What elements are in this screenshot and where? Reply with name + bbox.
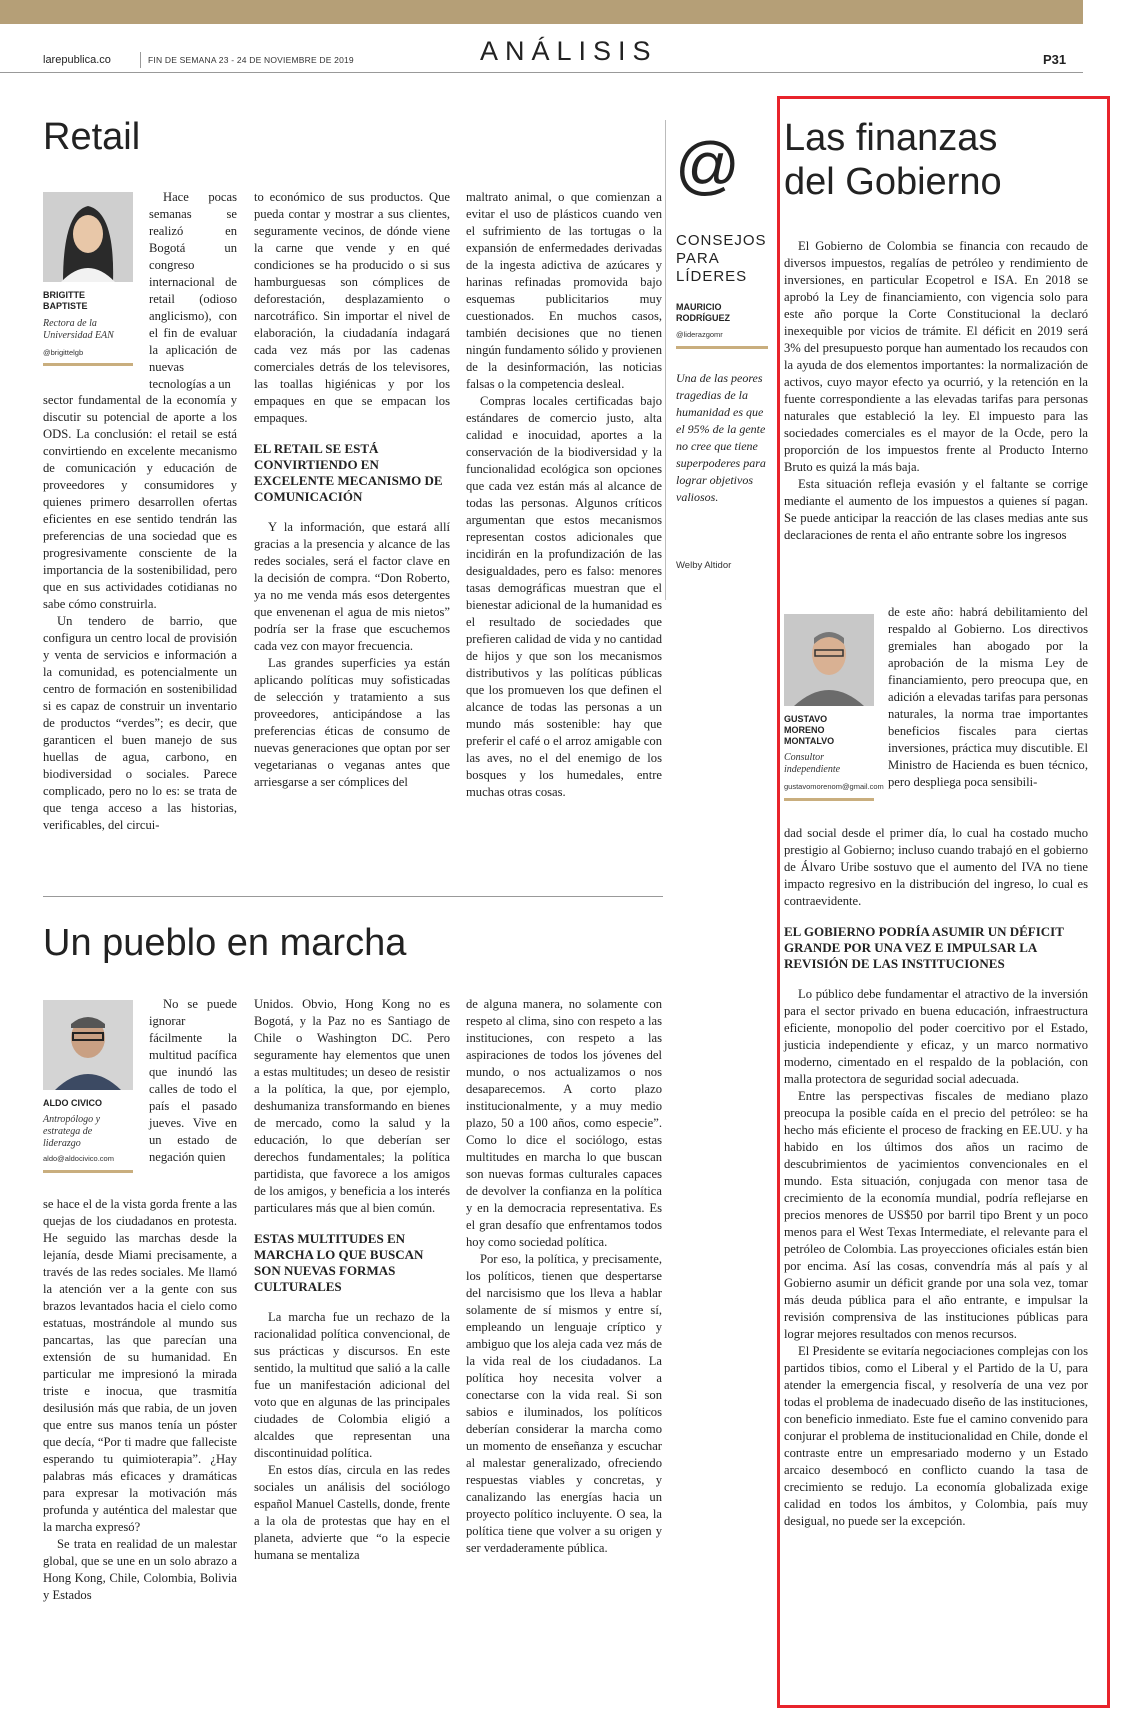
- finanzas-column-wrap: [888, 604, 1088, 791]
- finanzas-column-bottom: [784, 825, 1088, 1530]
- finanzas-title-line: del Gobierno: [784, 161, 1002, 203]
- retail-column-3: [466, 189, 662, 801]
- quote-author: Welby Altidor: [676, 560, 732, 571]
- section-title: ANÁLISIS: [480, 36, 658, 66]
- paragraph: No se puede ignorar fácilmente la multitud pacífica que inundó las calles de todo el país el pasado jueves. Vive en un estado de negación quien: [149, 997, 237, 1164]
- author-role: Antropólogo y estratega de liderazgo: [43, 1114, 101, 1149]
- pueblo-title: Un pueblo en marcha: [43, 922, 407, 964]
- pull-quote: EL GOBIERNO PODRÍA ASUMIR UN DÉFICIT GRANDE POR UNA VEZ E IMPULSAR LA REVISIÓN DE LAS INSTITUCIONES: [784, 924, 1064, 971]
- section-divider: [43, 896, 663, 897]
- paragraph: Esta situación refleja evasión y el faltante se corrige mediante el aumento de los impuestos a quienes sí pagan. Se puede anticipar la reacción de las clases medias ante sus declaraciones de renta el año entrante sobre los ingresos: [784, 477, 1088, 542]
- finanzas-title-line: Las finanzas: [784, 117, 998, 159]
- sidebar-title: [676, 232, 767, 286]
- sidebar-title-line: LÍDERES: [676, 268, 748, 285]
- paragraph: En estos días, circula en las redes sociales un análisis del sociólogo español Manuel Castells, donde, frente a la ola de protestas que hay en el planeta, advierte que “o la especie humana se mentaliza: [254, 1463, 450, 1562]
- pueblo-column-3: [466, 996, 662, 1557]
- paragraph: Compras locales certificadas bajo estándares de comercio justo, alta calidad e inocuidad, aportes a la conservación de la biodiversidad y la funcionalidad ecológica son opciones que cada vez están más al alcance de todas las personas. Algunos críticos argumentan que estos mecanismos representan costos adicionales que incidirán en la profundización de las desigualdades, pero es falso: menores tasas demográficas muestran que el bienestar adicional de la humanidad es el resultado de sociedades que prefieren calidad de vida y no cantidad de hijos y que son los mecanismos distributivos y las políticas públicas que los promueven los que definen el alcance de todas las personas a un mundo más sostenible: hay que preferir el café o el arroz amigable con las aves, no el del enemigo de los bosques y los humedales, entre muchas otras cosas.: [466, 394, 662, 799]
- author-rule: [43, 363, 133, 366]
- pueblo-column-1-body: [43, 1196, 237, 1604]
- finanzas-title: [784, 116, 1002, 204]
- sidebar-rule: [676, 346, 768, 349]
- paragraph: La marcha fue un rechazo de la racionalidad política convencional, de sus prácticas y discursos. En este sentido, la multitud que salió a la calle fue un manifestación adicional del voto que en algunas de las principales ciudades de Colombia eligió a alcaldes que representan una discontinuidad política.: [254, 1310, 450, 1460]
- paragraph: El Gobierno de Colombia se financia con recaudo de diversos impuestos, regalías de petróleo y rendimiento de inversiones, en particular Ecopetrol e ISA. En 2018 se aprobó la Ley de financiamiento, con vigencia solo para este año porque la Corte Constitucional la declaró inexequible por vicios de trámite. El déficit en 2019 será 3% del presupuesto porque han aumentado los recaudos con la ayuda de dos elementos importantes: la normalización de activos, cuyo mayor efecto ya ocurrió, y la retención en la fuente correspondiente a las elevadas tarifas para personas naturales que estableció la ley. El impuesto para las sociedades comerciales es el mayor de la Ocde, pero la proporción de los impuestos frente al Producto Interno Bruto es quizá la más baja.: [784, 239, 1088, 474]
- sidebar-author-handle[interactable]: @liderazgomr: [676, 330, 723, 339]
- author-rule: [43, 1170, 133, 1173]
- sidebar-title-line: PARA: [676, 250, 720, 267]
- pull-quote: ESTAS MULTITUDES EN MARCHA LO QUE BUSCAN SON NUEVAS FORMAS CULTURALES: [254, 1231, 424, 1294]
- paragraph: Las grandes superficies ya están aplicando políticas muy sofisticadas de selección y tratamiento a sus proveedores, anticipándose a las preferencias éticas de consumo de nuevas generaciones que optan por ser vegetarianas o veganas antes que arriesgarse a ser cómplices del: [254, 656, 450, 789]
- paragraph: El Presidente se evitaría negociaciones complejas con los partidos tibios, como el Liberal y el Partido de la U, para atender la emergencia fiscal, y resolvería de una vez por todas el problema de inadecuado diseño de las instituciones, con beneficio inmediato. Este fue el camino convenido para conjurar el problema de institucionalidad en Chile, donde el contraste entre un empresariado moderno y un Estado arcaico desembocó en conflicto cuando la tasa de crecimiento se redujo. La economía globalizada exige calidad en todos los ámbitos, y Colombia, país muy desigual, no puede ser la excepción.: [784, 1344, 1088, 1528]
- author-photo-gustavo: [784, 614, 874, 706]
- top-gold-bar: [0, 0, 1083, 24]
- paragraph: Y la información, que estará allí gracias a la presencia y alcance de las redes sociales, será el factor clave en la decisión de compra. “Don Roberto, ya no me venda más esos detergentes que envenenan el agua de mis nietos” podría ser la frase que escuchemos cada vez con mayor frecuencia.: [254, 520, 450, 653]
- sidebar-author-name: MAURICIO RODRÍGUEZ: [676, 302, 730, 323]
- author-name: BRIGITTE BAPTISTE: [43, 290, 88, 311]
- paragraph: dad social desde el primer día, lo cual ha costado mucho prestigio al Gobierno; incluso cuando trabajó en el gobierno de Álvaro Uribe sostuvo que el aumento del IVA no tiene impacto regresivo en la distribución del ingreso, lo cual es contraevidente.: [784, 826, 1088, 908]
- retail-column-1-body: [43, 392, 237, 834]
- at-icon: @: [675, 129, 740, 201]
- issue-date: FIN DE SEMANA 23 - 24 DE NOVIEMBRE DE 2019: [148, 55, 354, 65]
- author-handle[interactable]: gustavomorenom@gmail.com: [784, 782, 884, 791]
- author-name: ALDO CIVICO: [43, 1098, 103, 1108]
- paragraph: Un tendero de barrio, que configura un centro local de provisión y venta de servicios e información a la comunidad, es potencialmente un centro de formación en sostenibilidad si es capaz de construir un inventario de productos “verdes”; es decir, que garanticen el buen manejo de sus huellas de agua, carbono, en biodiversidad o sociales. Parece complicado, pero no lo es: se trata de que tenga acceso a las historias, verificables, del circui-: [43, 614, 237, 832]
- paragraph: Entre las perspectivas fiscales de mediano plazo preocupa la posible caída en el precio del petróleo: se ha hecho más eficiente el proceso de fracking en EE.UU. y ha habido en los últimos dos años un racimo de descubrimientos de yacimientos convencionales en el mundo. Esta situación, conjugada con menor tasa de crecimiento de la economía mundial, podría reflejarse en precios menores de US$50 por barril tipo Brent y un poco menos para el West Texas Intermediate, el relevante para el petróleo de Colombia. Las proyecciones oficiales están bien por encima. Así las cosas, convendría más al país y al Gobierno asumir un déficit grande por una sola vez, tomar más deuda pública para el año entrante, e impulsar la revisión comprensiva de las instituciones públicas para lograr mejores resultados con menos recursos.: [784, 1089, 1088, 1341]
- paragraph: Hace pocas semanas se realizó en Bogotá un congreso internacional de retail (odioso anglicismo), con el fin de evaluar la aplicación de nuevas tecnologías a un: [149, 190, 237, 391]
- sidebar-title-line: CONSEJOS: [676, 232, 767, 249]
- retail-column-1: [149, 189, 237, 393]
- finanzas-column-top: [784, 238, 1088, 544]
- paragraph: Se trata en realidad de un malestar global, que se une en un solo abrazo a Hong Kong, Chile, Colombia, Bolivia y Estados: [43, 1537, 237, 1602]
- paragraph: se hace el de la vista gorda frente a las quejas de los ciudadanos en protesta. He seguido las marchas desde la lejanía, desde Miami precisamente, a través de las redes sociales. Me llamó la atención ver a la gente con sus brazos levantados hacia el cielo como estatuas, mostrándole al mundo sus pancartas, las que parecían una extensión de su humanidad. En particular me impresionó la mirada triste e inocua, que trasmitía desilusión más que rabia, de un joven que entre sus manos tenía un póster que decía, “Por ti madre que falleciste esperando tu quimioterapia”. ¿Hay palabras más eficaces y dramáticas para expresar la motivación más profunda y auténtica del malestar que la marcha expresó?: [43, 1197, 237, 1534]
- paragraph: de este año: habrá debilitamiento del respaldo al Gobierno. Los directivos gremiales han abogado por la aprobación de la misma Ley de financiamiento, pero preocupa que, en adición a elevadas tarifas para personas naturales, la norma trae importantes beneficios fiscales para ciertas inversiones, práctica muy discutible. El Ministro de Hacienda es buen técnico, pero despliega poca sensibili-: [888, 605, 1088, 789]
- paragraph: de alguna manera, no solamente con respeto al clima, sino con respeto a las instituciones, con respeto a las aspiraciones de todos los jóvenes del mundo, o nos actualizamos o nos desaparecemos. A corto plazo institucionalmente, y a muy medio plazo, 50 a 100 años, como especie”. Como lo dice el sociólogo, estas multitudes en marcha lo que buscan son nuevas formas culturales capaces de devolver la confianza en la política y en la democracia representativa. Es el gran desafío que enfrentamos todos hoy como sociedad política.: [466, 997, 662, 1249]
- retail-column-2: [254, 189, 450, 791]
- author-role: Consultor independiente: [784, 752, 841, 775]
- pull-quote: EL RETAIL SE ESTÁ CONVIRTIENDO EN EXCELENTE MECANISMO DE COMUNICACIÓN: [254, 441, 443, 504]
- paragraph: Lo público debe fundamentar el atractivo de la inversión para el sector privado en buena educación, infraestructura eficiente, monopolio del poder coercitivo por el Estado, justicia independiente y eficaz, y un marco normativo moderno, cimentado en el respaldo de la población, con malla protectora de seguridad social adecuada.: [784, 987, 1088, 1086]
- author-handle[interactable]: @brigittelgb: [43, 348, 84, 357]
- page-header: [0, 24, 1083, 73]
- author-photo-aldo: [43, 1000, 133, 1090]
- author-rule: [784, 798, 874, 801]
- paragraph: Unidos. Obvio, Hong Kong no es Bogotá, y la Paz no es Santiago de Chile o Washington DC. Pero seguramente hay elementos que unen a estas multitudes; un deseo de resistir a la política, la que, por ejemplo, deshumaniza transformando en bienes de mercado, como la salud y la educación, lo que deberían ser derechos fundamentales; la política partidista, que favorece a los amigos de los amigos, y beneficia a los interés particulares más que al bien común.: [254, 997, 450, 1215]
- header-divider: [140, 52, 141, 68]
- page-number: P31: [1043, 52, 1067, 67]
- author-role: Rectora de la Universidad EAN: [43, 318, 114, 341]
- paragraph: to económico de sus productos. Que pueda contar y mostrar a sus clientes, seguramente vecinos, de dónde viene la carne que vende y en qué condiciones se ha producido o si sus hamburguesas son cómplices de deforestación, desplazamiento o narcotráfico. Sin importar el nivel de elaboración, la ciudadanía indagará cada vez más por las cadenas comerciales detrás de los televisores, las toallas higiénicas y por los empaques en que se empacan los empaques.: [254, 190, 450, 425]
- paragraph: Por eso, la política, y precisamente, los políticos, tienen que despertarse del narcisismo que los lleva a hablar solamente de sí mismos y entre sí, empleando un lenguaje críptico y ambiguo que los aleja cada vez más de la vida real de los ciudadanos. La política hoy necesita volver a conectarse con la vida real. Si son sabios e iluminados, los políticos deberían considerar la marcha como un momento de enseñanza y escuchar al malestar generalizado, ofreciendo respuestas viables y concretas, y canalizando las energías hacia un proyecto político incluyente. O sea, la política tiene que volver a su origen y ser verdaderamente pública.: [466, 1252, 662, 1555]
- retail-title: Retail: [43, 116, 141, 158]
- site-name[interactable]: larepublica.co: [43, 54, 111, 66]
- pueblo-column-2: [254, 996, 450, 1564]
- pueblo-column-1: [149, 996, 237, 1166]
- author-handle[interactable]: aldo@aldocivico.com: [43, 1154, 114, 1163]
- sidebar-quote: Una de las peores tragedias de la humanidad es que el 95% de la gente no cree que tiene superpoderes para lograr objetivos valiosos.: [676, 371, 766, 504]
- paragraph: sector fundamental de la economía y discutir su potencial de aporte a los ODS. La conclusión: el retail se está convirtiendo en excelente mecanismo de comunicación y educación de proveedores y consumidores y quienes primero desarrollen ofertas eficientes en ese sentido tendrán las preferencias de una sociedad que es progresivamente consciente de la importancia de la sostenibilidad, pero que en sus actividades cotidianas no sabe cómo construirla.: [43, 393, 237, 611]
- paragraph: maltrato animal, o que comienzan a evitar el uso de plásticos cuando ven el sufrimiento de las tortugas o la expansión de enfermedades derivadas de la ingesta adictiva de azúcares y harinas refinadas promovida bajo esquemas publicitarios muy cuestionados. En muchos casos, también decisiones que no tienen ningún fundamento sólido y provienen de la desinformación, las noticias falsas o la competencia desleal.: [466, 190, 662, 391]
- author-name: GUSTAVO MORENO MONTALVO: [784, 714, 835, 746]
- author-photo-brigitte: [43, 192, 133, 282]
